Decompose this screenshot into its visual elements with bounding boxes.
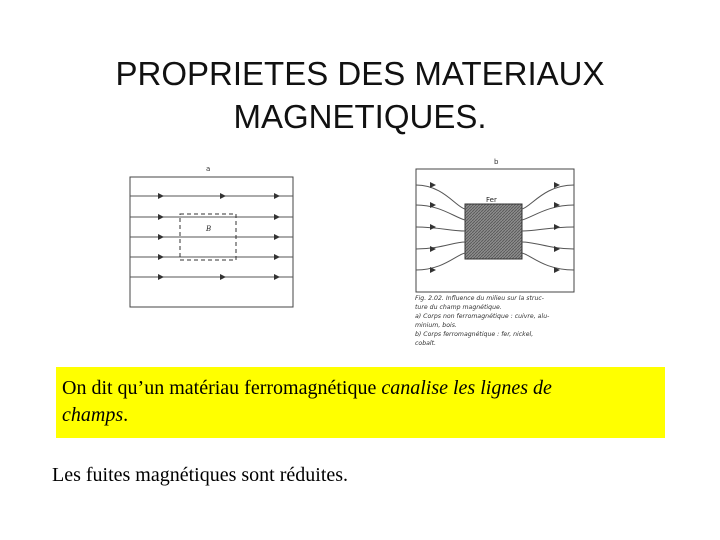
statement-end: .: [123, 404, 129, 426]
title-line-1: PROPRIETES DES MATERIAUX: [115, 55, 605, 92]
panel-a-label: a: [206, 165, 211, 173]
figure-caption: [415, 294, 590, 348]
caption-line: ture du champ magnétique.: [415, 304, 502, 311]
caption-line: a) Corps non ferromagnétique : cuivre, alu-: [415, 313, 550, 320]
panel-a-field-lines: [130, 196, 293, 277]
title-line-2: MAGNETIQUES.: [233, 98, 487, 135]
statement-emphasis-2: champs: [62, 404, 124, 426]
magnetic-field-figure: [118, 155, 588, 360]
caption-line: cobalt.: [415, 340, 437, 347]
caption-line: b) Corps ferromagnétique : fer, nickel,: [415, 331, 534, 338]
statement-text: On dit qu’un matériau ferromagnétique: [62, 377, 382, 399]
slide-title: [60, 52, 660, 138]
vector-label: B: [206, 225, 212, 233]
statement-emphasis-1: canalise les lignes de: [381, 377, 552, 399]
footer-statement: Les fuites magnétiques sont réduites.: [52, 464, 349, 486]
caption-line: Fig. 2.02. Influence du milieu sur la struc-: [415, 295, 544, 302]
panel-b-label: b: [494, 158, 499, 166]
iron-label: Fer: [486, 196, 497, 204]
iron-block: [465, 204, 522, 259]
caption-line: minium, bois.: [415, 322, 457, 329]
highlighted-statement: [56, 367, 665, 438]
